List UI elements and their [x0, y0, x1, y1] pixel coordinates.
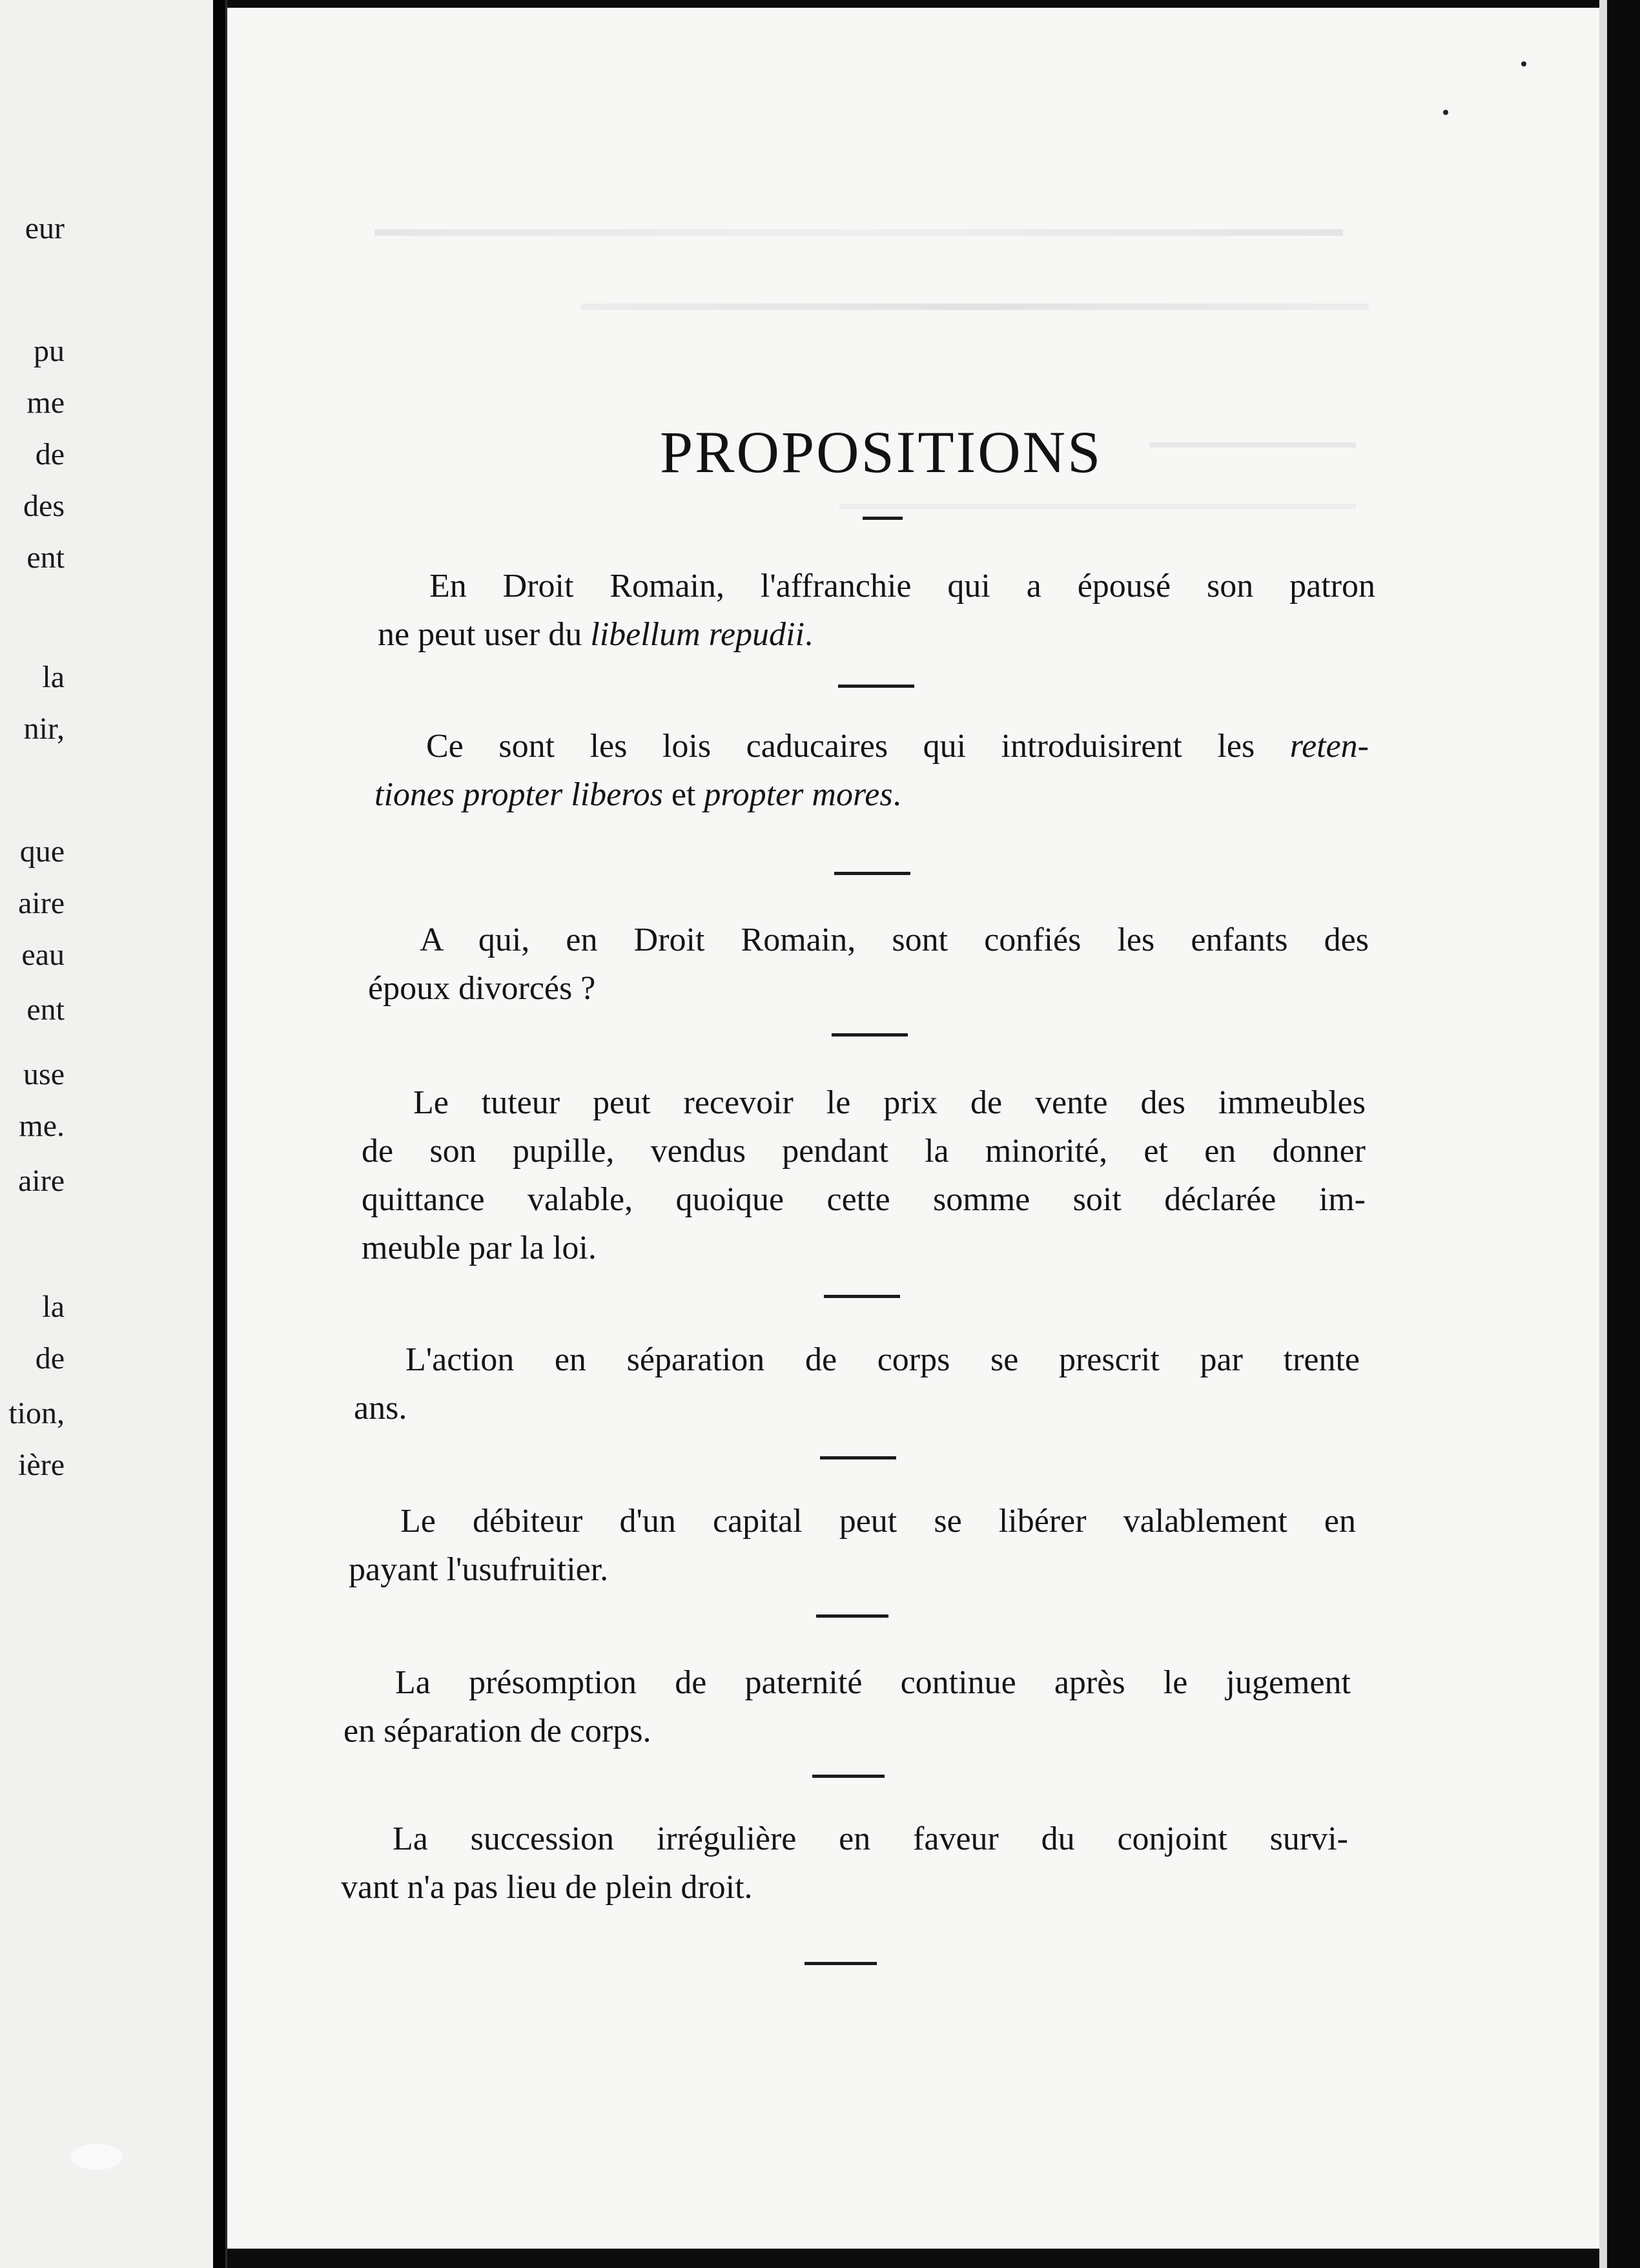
facing-page-fragment: tion,: [8, 1396, 65, 1430]
proposition-line: [343, 1658, 1351, 1707]
facing-page-fragment: eau: [21, 938, 65, 972]
proposition-text: En Droit Romain, l'affranchie qui a épousé son patron: [429, 568, 1375, 604]
proposition-line: [378, 610, 1375, 659]
speck: [1521, 61, 1526, 67]
proposition: [362, 1078, 1366, 1272]
italic-term: reten-: [1289, 728, 1369, 765]
proposition-text: La présomption de paternité continue après le jugement: [395, 1664, 1351, 1701]
proposition-line: [362, 1224, 1366, 1272]
proposition-line: [341, 1815, 1348, 1863]
facing-page-fragment: la: [42, 1290, 65, 1324]
proposition-text: L'action en séparation de corps se prescrit par trente: [405, 1341, 1360, 1378]
proposition-text: quittance valable, quoique cette somme soit déclarée im-: [362, 1181, 1366, 1218]
facing-page-fragment: me.: [19, 1109, 65, 1143]
proposition-text: Ce sont les lois caducaires qui introduisirent les: [426, 728, 1290, 765]
scan-border: [1607, 0, 1640, 2268]
proposition-line: [354, 1335, 1360, 1384]
facing-page-fragment: eur: [25, 211, 65, 245]
facing-page-fragment: de: [35, 1341, 65, 1376]
bleed-through: [374, 229, 1343, 236]
separator-rule: [820, 1456, 896, 1459]
bleed-through: [581, 304, 1369, 310]
page-title: PROPOSITIONS: [660, 418, 1103, 485]
separator-rule: [824, 1295, 900, 1298]
proposition-text: vant n'a pas lieu de plein droit.: [341, 1869, 753, 1906]
title-rule: [863, 517, 903, 520]
speck: [1443, 110, 1448, 115]
proposition-text: Le débiteur d'un capital peut se libérer valablement en: [400, 1503, 1356, 1540]
proposition-line: [362, 1078, 1366, 1127]
separator-rule: [838, 685, 914, 688]
proposition-text: payant l'usufruitier.: [349, 1551, 609, 1588]
proposition-line: [374, 722, 1369, 770]
facing-page-fragment: la: [42, 660, 65, 694]
proposition-line: [374, 770, 1369, 819]
facing-page-fragment: aire: [18, 1164, 65, 1198]
proposition-line: [354, 1384, 1360, 1432]
italic-term: tiones propter liberos: [374, 776, 663, 813]
paper-blot: [71, 2144, 123, 2170]
facing-page-fragment: ent: [26, 993, 65, 1027]
proposition-line: [368, 964, 1369, 1013]
facing-page-fragment: ent: [26, 541, 65, 575]
proposition-text: La succession irrégulière en faveur du conjoint survi-: [393, 1820, 1348, 1857]
facing-page-fragment: des: [23, 489, 65, 523]
facing-page-fragment: ière: [18, 1448, 65, 1482]
proposition-line: [349, 1545, 1356, 1594]
facing-page-fragment: me: [26, 386, 65, 420]
proposition-text: ne peut user du: [378, 616, 591, 653]
proposition-line: [349, 1497, 1356, 1545]
proposition-text: Le tuteur peut recevoir le prix de vente des immeubles: [413, 1084, 1366, 1121]
separator-rule: [816, 1614, 888, 1618]
facing-page-fragment: de: [35, 437, 65, 471]
facing-page-fragment: aire: [18, 886, 65, 920]
separator-rule: [812, 1775, 885, 1778]
proposition-line: [368, 916, 1369, 964]
facing-page-fragment: que: [19, 834, 65, 869]
proposition-text: .: [892, 776, 901, 813]
bleed-through: [1149, 442, 1356, 448]
facing-page-fragment: nir,: [23, 712, 65, 746]
proposition-text: époux divorcés ?: [368, 970, 596, 1007]
italic-term: propter mores: [704, 776, 893, 813]
proposition: [374, 722, 1369, 819]
italic-term: libellum repudii: [590, 616, 805, 653]
proposition: [354, 1335, 1360, 1432]
proposition: [349, 1497, 1356, 1594]
proposition-line: [362, 1175, 1366, 1224]
separator-rule: [834, 872, 910, 875]
proposition-text: et: [662, 776, 704, 813]
proposition-text: ans.: [354, 1390, 407, 1427]
proposition-text: meuble par la loi.: [362, 1230, 597, 1266]
facing-page-fragment: pu: [34, 334, 65, 368]
proposition: [378, 562, 1375, 659]
page-edge: [1599, 0, 1607, 2268]
proposition: [341, 1815, 1348, 1912]
separator-rule: [832, 1033, 908, 1036]
proposition-line: [378, 562, 1375, 610]
facing-page-fragment: use: [23, 1057, 65, 1091]
proposition-text: de son pupille, vendus pendant la minorité, et en donner: [362, 1133, 1366, 1170]
separator-rule: [805, 1962, 877, 1965]
proposition-text: .: [804, 616, 813, 653]
binding-gutter: [213, 0, 225, 2268]
proposition: [368, 916, 1369, 1013]
bleed-through: [839, 504, 1356, 509]
proposition-line: [362, 1127, 1366, 1175]
proposition-text: en séparation de corps.: [343, 1713, 651, 1749]
proposition-text: A qui, en Droit Romain, sont confiés les enfants des: [420, 922, 1369, 958]
proposition: [343, 1658, 1351, 1755]
proposition-line: [341, 1863, 1348, 1912]
proposition-line: [343, 1707, 1351, 1755]
